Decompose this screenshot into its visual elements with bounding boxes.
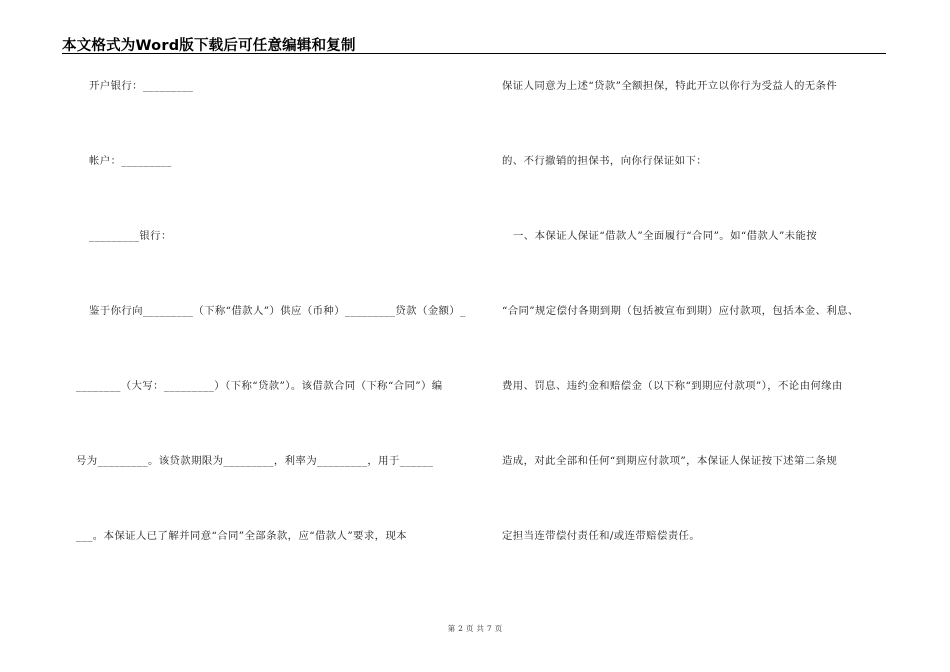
- left-line-paragraph-3: 号为_________。该贷款期限为_________，利率为_________，用于______: [76, 455, 434, 467]
- right-line-1: 保证人同意为上述“贷款”全额担保，特此开立以你行为受益人的无条件: [502, 80, 838, 92]
- header-divider: [62, 53, 886, 54]
- left-line-paragraph-4: ___。本保证人已了解并同意“合同”全部条款，应“借款人”要求，现本: [76, 530, 407, 542]
- right-line-6: 造成，对此全部和任何“到期应付款项”，本保证人保证按下述第二条规: [502, 455, 838, 467]
- left-line-account: 帐户：_________: [89, 155, 172, 167]
- right-line-5: 费用、罚息、违约金和赔偿金（以下称“到期应付款项”），不论由何缘由: [502, 380, 843, 392]
- left-line-paragraph-2: ________（大写：_________）（下称“贷款”）。该借款合同（下称“合同”）编: [76, 380, 443, 392]
- left-line-paragraph-1: 鉴于你行向_________（下称“借款人”）供应（币种）_________贷款（金额）_: [89, 305, 466, 317]
- right-line-7: 定担当连带偿付责任和/或连带赔偿责任。: [502, 530, 701, 542]
- left-line-bank-account: 开户银行：_________: [89, 80, 194, 92]
- right-line-2: 的、不行撤销的担保书，向你行保证如下：: [502, 155, 708, 167]
- left-line-bank: _________银行：: [89, 230, 172, 242]
- right-line-4: “合同”规定偿付各期到期（包括被宣布到期）应付款项，包括本金、利息、: [502, 305, 859, 317]
- page-number: 第 2 页 共 7 页: [447, 624, 503, 633]
- document-header-title: 本文格式为Word版下载后可任意编辑和复制: [62, 38, 356, 54]
- right-line-clause-1: 一、本保证人保证“借款人”全面履行“合同”。如“借款人”未能按: [513, 230, 818, 242]
